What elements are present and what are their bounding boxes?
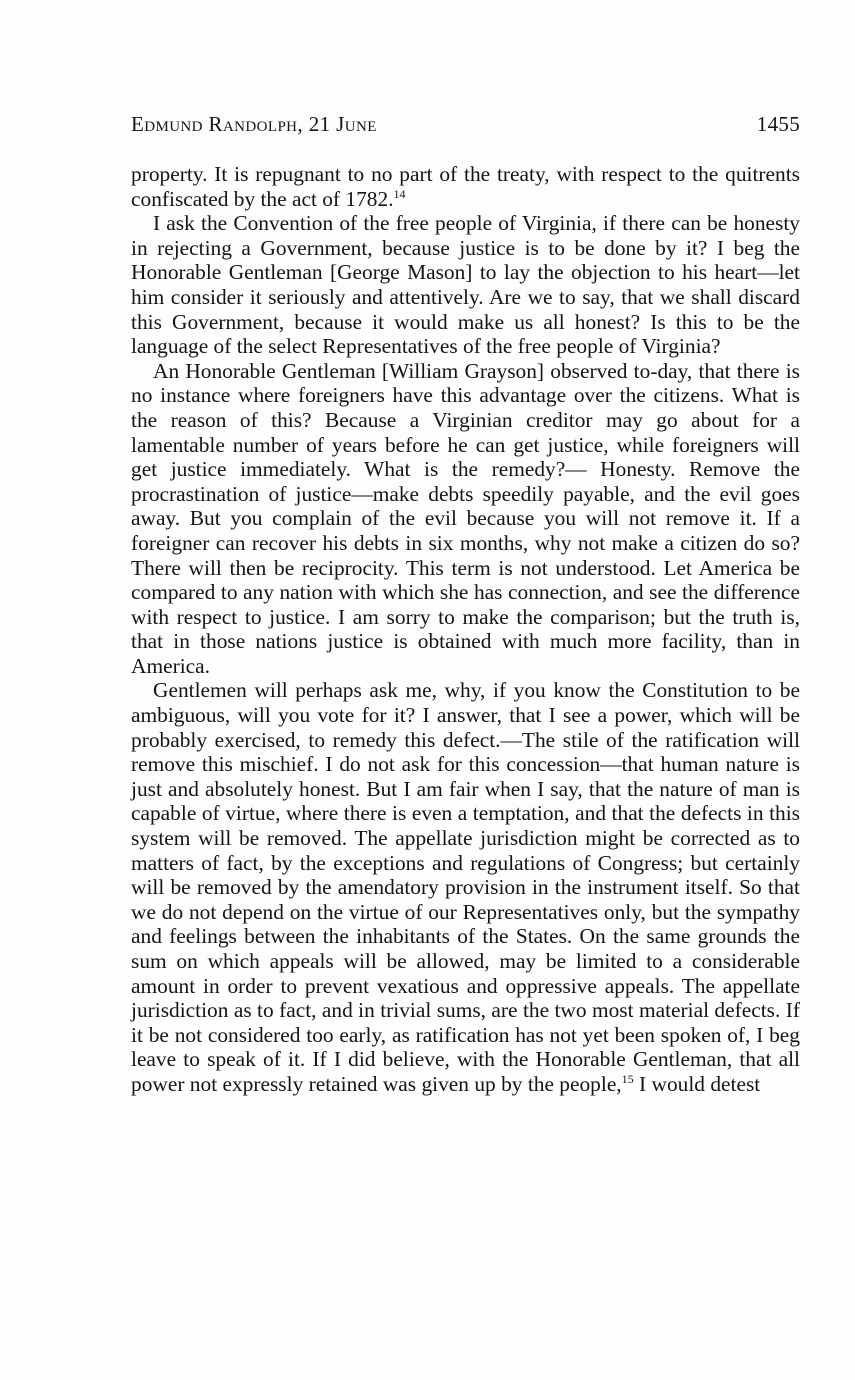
paragraph-text: Gentlemen will perhaps ask me, why, if you know the Constitution to be ambiguous, will you vote for it? I answer, that I see a power, which will be probably exercised, to remedy this defect.—The stile of the ratification will remove this mischief. I do not ask for this concession—that human nature is just and absolutely honest. But I am fair when I say, that the nature of man is capable of virtue, where there is even a temptation, and that the defects in this system will be removed. The appellate jurisdiction might be corrected as to matters of fact, by the exceptions and regulations of Congress; but certainly will be removed by the amendatory provision in the instrument itself. So that we do not depend on the virtue of our Representatives only, but the sympathy and feelings between the inhabitants of the States. On the same grounds the sum on which appeals will be allowed, may be limited to a considerable amount in order to prevent vexatious and oppressive appeals. The appellate jurisdiction as to fact, and in trivial sums, are the two most material defects. If it be not considered too early, as ratification has not yet been spoken of, I beg leave to speak of it. If I did believe, with the Honorable Gentleman, that all power not expressly retained was given up by the people,	[131, 678, 800, 1096]
paragraph-text-tail: I would detest	[633, 1071, 761, 1096]
paragraph-text: property. It is repugnant to no part of the treaty, with respect to the quitrents confiscated by the act of 1782.	[131, 162, 800, 211]
running-header	[131, 112, 800, 142]
footnote-reference-14: 14	[393, 186, 406, 201]
footnote-reference-15: 15	[621, 1071, 634, 1086]
paragraph	[131, 211, 800, 359]
paragraph-text: I ask the Convention of the free people of Virginia, if there can be honesty in rejecting a Government, because justice is to be done by it? I beg the Honorable Gentleman [George Mason] to lay the objection to his heart—let him consider it seriously and attentively. Are we to say, that we shall discard this Government, because it would make us all honest? Is this to be the language of the select Representatives of the free people of Virginia?	[131, 211, 800, 359]
paragraph	[131, 678, 800, 1096]
body-text	[131, 162, 800, 1097]
paragraph-continued	[131, 162, 800, 211]
paragraph	[131, 359, 800, 679]
paragraph-text: An Honorable Gentleman [William Grayson] observed to-day, that there is no instance where foreigners have this advantage over the citizens. What is the reason of this? Because a Virginian creditor may go about for a lamentable number of years before he can get justice, while foreigners will get justice immediately. What is the remedy?— Honesty. Remove the procrastination of justice—make debts speedily payable, and the evil goes away. But you complain of the evil because you will not remove it. If a foreigner can recover his debts in six months, why not make a citizen do so? There will then be reciprocity. This term is not understood. Let America be compared to any nation with which she has connection, and see the difference with respect to justice. I am sorry to make the comparison; but the truth is, that in those nations justice is obtained with much more facility, than in America.	[131, 358, 800, 678]
page-number: 1455	[756, 112, 800, 136]
running-title: Edmund Randolph, 21 June	[131, 112, 377, 136]
